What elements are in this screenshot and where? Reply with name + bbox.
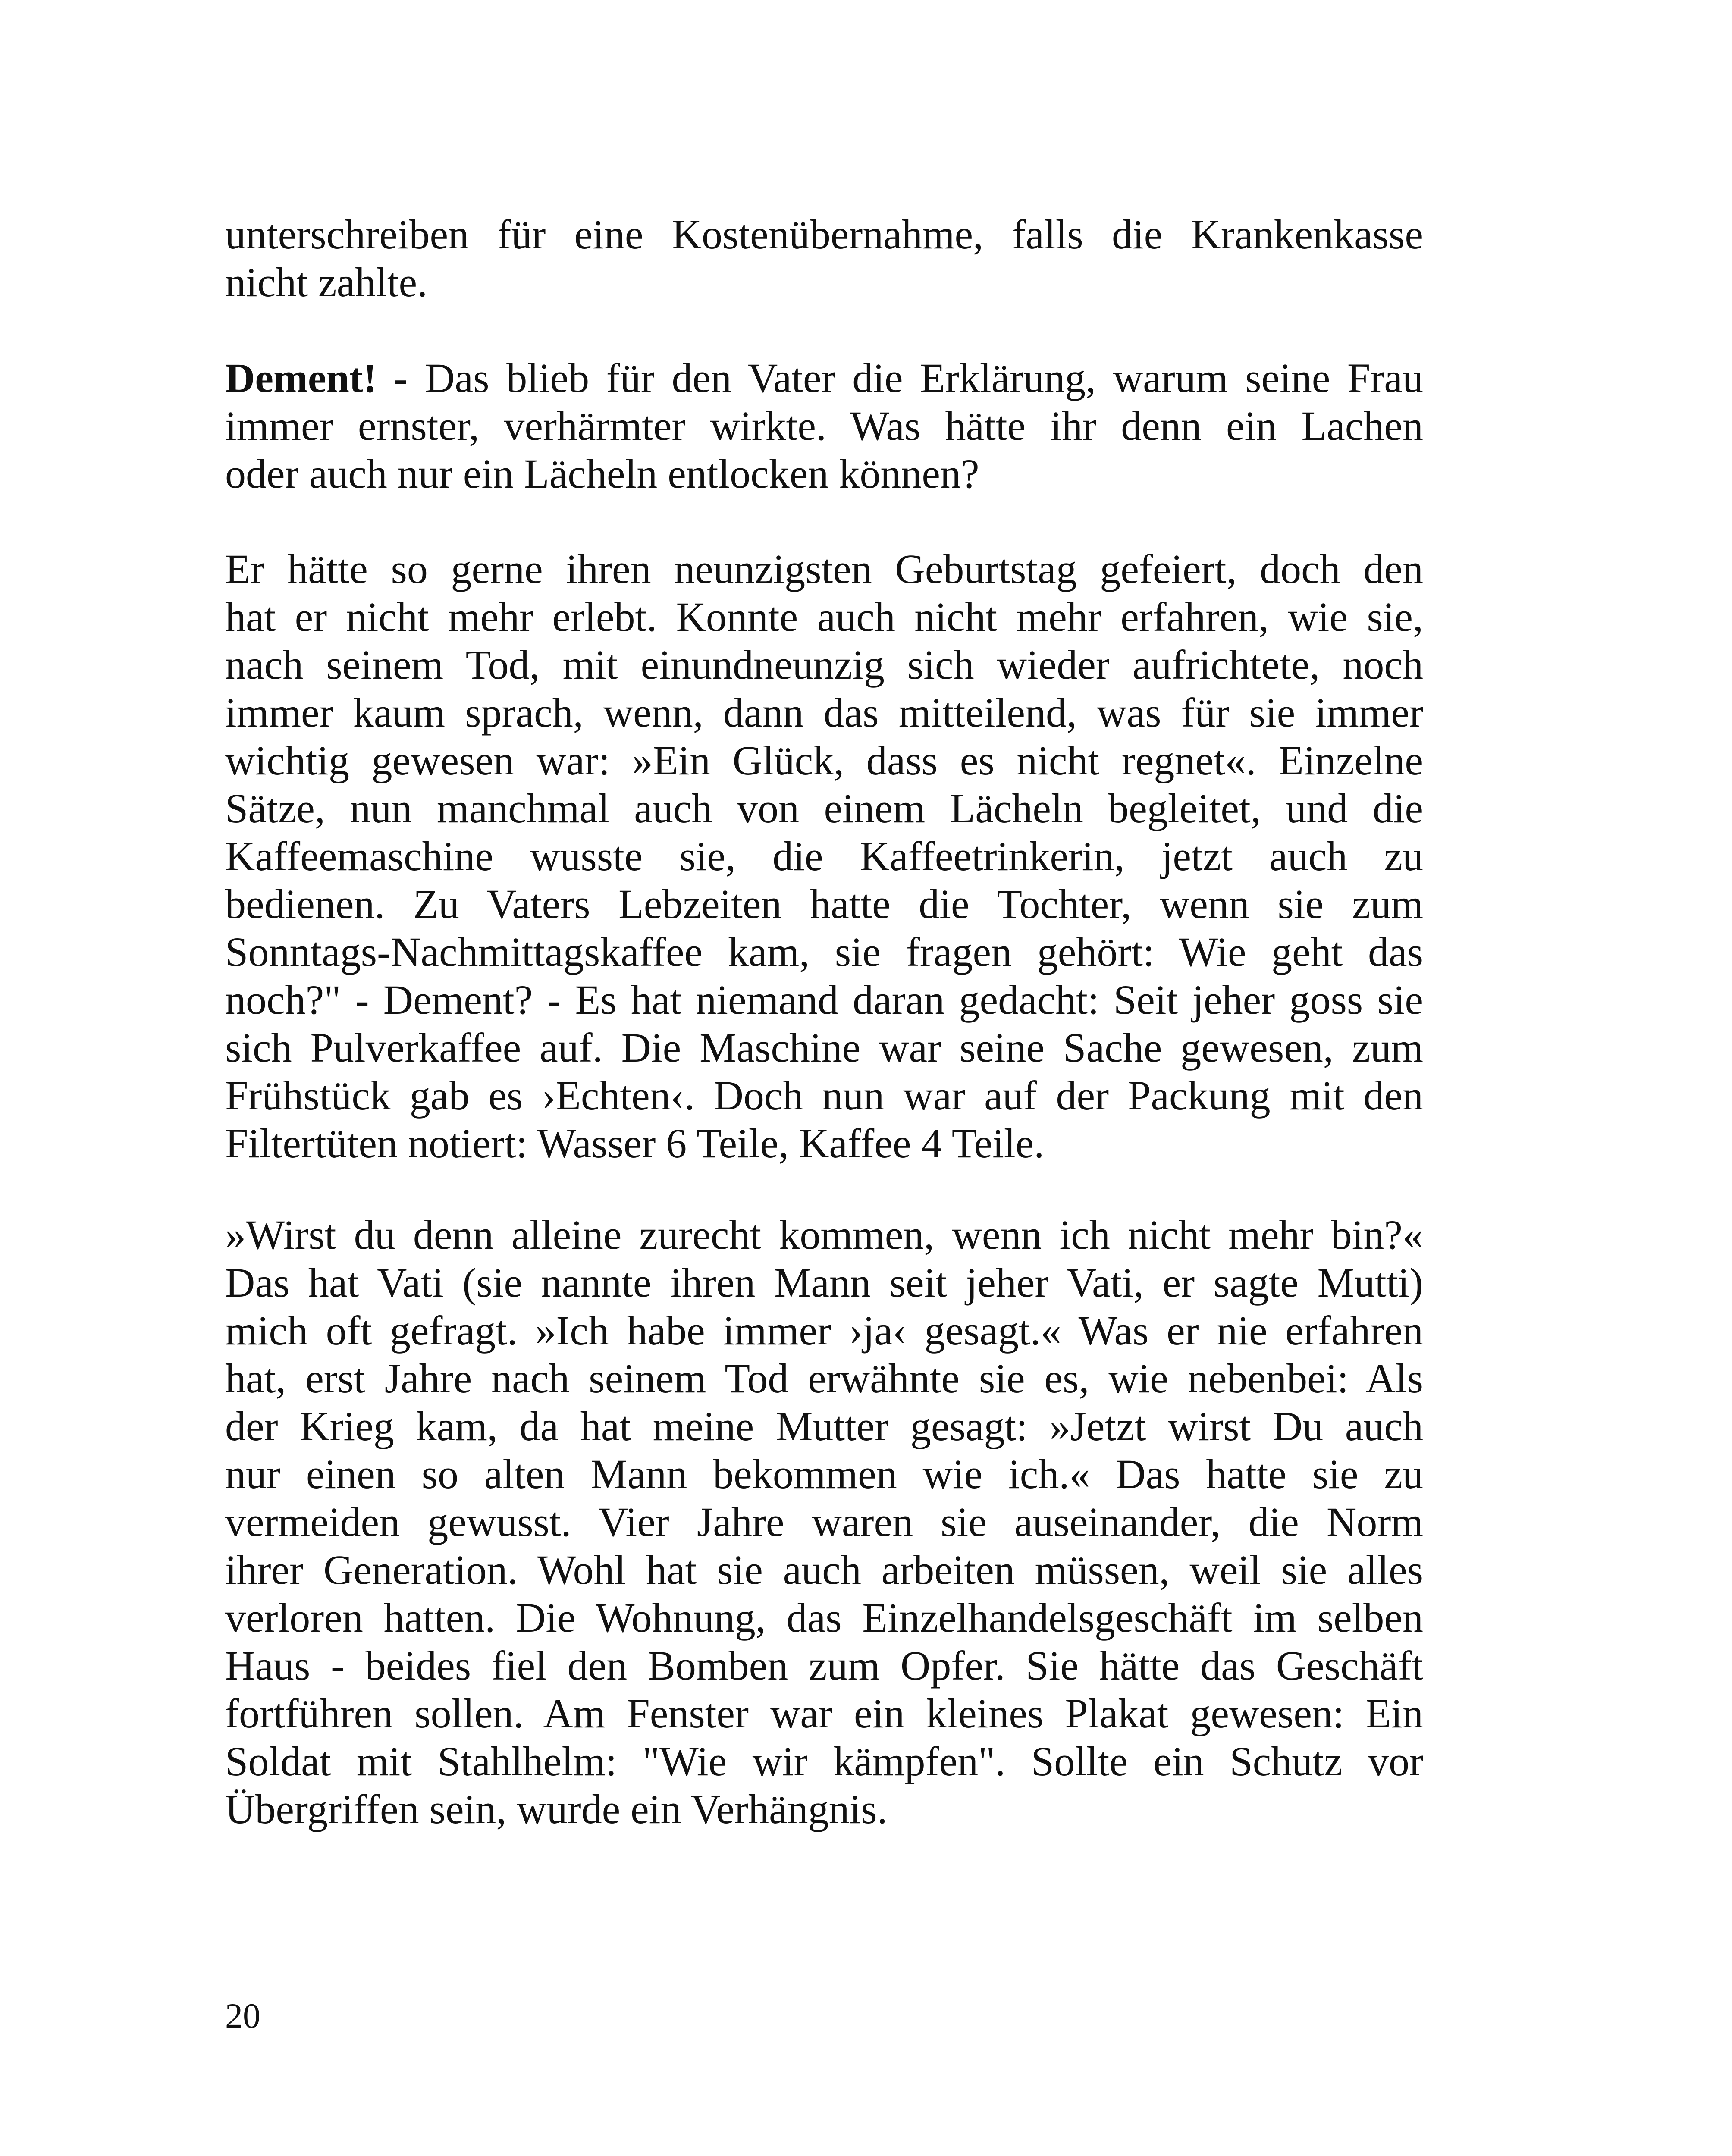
text-line: mich oft gefragt. »Ich habe immer ›ja‹ gesagt.« Was er nie erfahren <box>225 1307 1423 1354</box>
text-line: hat er nicht mehr erlebt. Konnte auch nicht mehr erfahren, wie sie, <box>225 594 1423 640</box>
text-line: Kaffeemaschine wusste sie, die Kaffeetrinkerin, jetzt auch zu <box>225 833 1423 879</box>
text-line: noch?" - Dement? - Es hat niemand daran gedacht: Seit jeher goss sie <box>225 977 1423 1023</box>
paragraph-3 <box>225 545 1423 1167</box>
text-line: der Krieg kam, da hat meine Mutter gesagt: »Jetzt wirst Du auch <box>225 1403 1423 1449</box>
text-line: Filtertüten notiert: Wasser 6 Teile, Kaffee 4 Teile. <box>225 1120 1045 1166</box>
text-line: wichtig gewesen war: »Ein Glück, dass es nicht regnet«. Einzelne <box>225 737 1423 783</box>
text-line: immer ernster, verhärmter wirkte. Was hätte ihr denn ein Lachen <box>225 403 1423 449</box>
text-line: fortführen sollen. Am Fenster war ein kleines Plakat gewesen: Ein <box>225 1690 1423 1736</box>
page-number: 20 <box>225 1996 260 2035</box>
text-line: Sonntags-Nachmittagskaffee kam, sie fragen gehört: Wie geht das <box>225 929 1423 975</box>
text-line: Frühstück gab es ›Echten‹. Doch nun war auf der Packung mit den <box>225 1072 1423 1119</box>
text-line: unterschreiben für eine Kostenübernahme, falls die Krankenkasse <box>225 211 1423 257</box>
paragraph-2 <box>225 354 1423 498</box>
text-line: bedienen. Zu Vaters Lebzeiten hatte die Tochter, wenn sie zum <box>225 881 1423 927</box>
text-line: Soldat mit Stahlhelm: "Wie wir kämpfen". Sollte ein Schutz vor <box>225 1738 1423 1784</box>
text-line: nur einen so alten Mann bekommen wie ich.« Das hatte sie zu <box>225 1451 1423 1497</box>
text-line: nach seinem Tod, mit einundneunzig sich wieder aufrichtete, noch <box>225 642 1423 688</box>
text-line: nicht zahlte. <box>225 259 428 305</box>
text-line: vermeiden gewusst. Vier Jahre waren sie auseinander, die Norm <box>225 1499 1423 1545</box>
text-line: verloren hatten. Die Wohnung, das Einzelhandelsgeschäft im selben <box>225 1595 1423 1641</box>
text-line: Haus - beides fiel den Bomben zum Opfer. Sie hätte das Geschäft <box>225 1642 1423 1689</box>
text-line: »Wirst du denn alleine zurecht kommen, wenn ich nicht mehr bin?« <box>225 1212 1423 1258</box>
text-line: Übergriffen sein, wurde ein Verhängnis. <box>225 1786 888 1832</box>
bold-lead-text: Dement! - <box>225 355 408 401</box>
text-line: ihrer Generation. Wohl hat sie auch arbeiten müssen, weil sie alles <box>225 1547 1423 1593</box>
text-line: Er hätte so gerne ihren neunzigsten Geburtstag gefeiert, doch den <box>225 546 1423 592</box>
text-line-rest: Das blieb für den Vater die Erklärung, warum seine Frau <box>408 355 1424 401</box>
text-line: Das hat Vati (sie nannte ihren Mann seit jeher Vati, er sagte Mutti) <box>225 1260 1423 1306</box>
text-line: immer kaum sprach, wenn, dann das mitteilend, was für sie immer <box>225 689 1423 736</box>
text-line: sich Pulverkaffee auf. Die Maschine war seine Sache gewesen, zum <box>225 1025 1423 1071</box>
paragraph-4 <box>225 1211 1423 1833</box>
text-line: oder auch nur ein Lächeln entlocken können? <box>225 451 979 497</box>
paragraph-1 <box>225 210 1423 306</box>
text-line: hat, erst Jahre nach seinem Tod erwähnte sie es, wie nebenbei: Als <box>225 1355 1423 1401</box>
text-line: Sätze, nun manchmal auch von einem Lächeln begleitet, und die <box>225 785 1423 831</box>
text-line <box>225 354 1423 402</box>
